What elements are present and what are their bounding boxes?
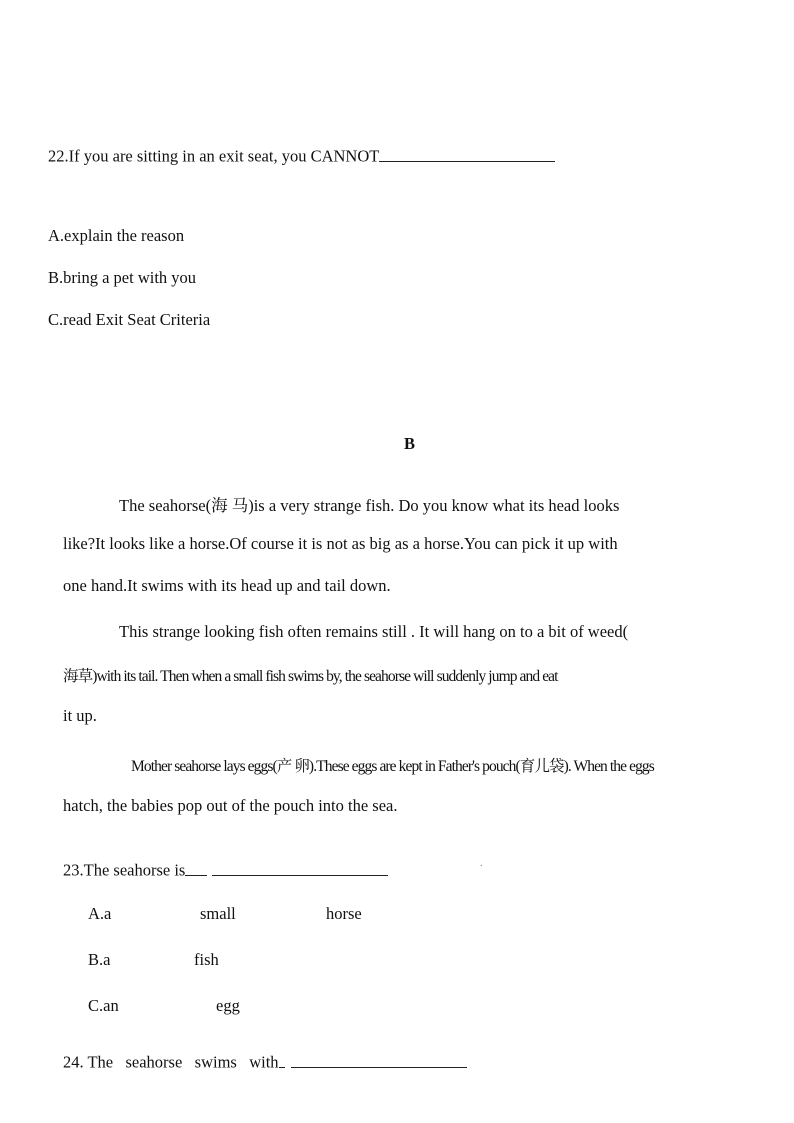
passage-line: like?It looks like a horse.Of course it is not as big as a horse.You can pick it up with bbox=[63, 534, 618, 553]
q23-option-a-word: horse bbox=[326, 904, 362, 923]
question-23-stem: 23.The seahorse is bbox=[63, 860, 186, 880]
q22-option-c: C.read Exit Seat Criteria bbox=[48, 310, 211, 329]
passage-line: 海草)with its tail. Then when a small fish swims by, the seahorse will suddenly jump and eat bbox=[63, 668, 558, 685]
q23-option-a-word: small bbox=[200, 904, 236, 923]
q23-option-c-word: egg bbox=[216, 996, 240, 1015]
q23-option-c-letter: C.an bbox=[88, 996, 119, 1015]
answer-blank bbox=[212, 858, 388, 876]
passage-line: hatch, the babies pop out of the pouch into the sea. bbox=[63, 796, 398, 815]
question-24 bbox=[63, 1050, 467, 1073]
passage-line: Mother seahorse lays eggs(产 卵).These eggs are kept in Father's pouch(育儿袋). When the eggs bbox=[131, 758, 654, 775]
question-22-stem: 22.If you are sitting in an exit seat, you CANNOT bbox=[48, 146, 380, 166]
trailing-dot: . bbox=[480, 858, 483, 869]
answer-blank bbox=[291, 1050, 467, 1068]
q23-option-b-word: fish bbox=[194, 950, 219, 969]
q22-option-a: A.explain the reason bbox=[48, 226, 185, 245]
answer-blank bbox=[379, 144, 555, 162]
passage-line: This strange looking fish often remains still . It will hang on to a bit of weed( bbox=[119, 622, 629, 641]
passage-line: one hand.It swims with its head up and tail down. bbox=[63, 576, 391, 595]
q23-option-b-letter: B.a bbox=[88, 950, 111, 969]
passage-line: The seahorse(海 马)is a very strange fish. Do you know what its head looks bbox=[119, 496, 620, 515]
answer-blank bbox=[279, 1050, 285, 1068]
question-23 bbox=[63, 858, 388, 881]
question-22 bbox=[48, 144, 555, 167]
section-heading: B bbox=[404, 434, 416, 453]
q22-option-b: B.bring a pet with you bbox=[48, 268, 197, 287]
answer-blank bbox=[185, 858, 207, 876]
passage-line: it up. bbox=[63, 706, 97, 725]
q23-option-a-letter: A.a bbox=[88, 904, 112, 923]
question-24-stem: 24. The seahorse swims with bbox=[63, 1052, 279, 1072]
